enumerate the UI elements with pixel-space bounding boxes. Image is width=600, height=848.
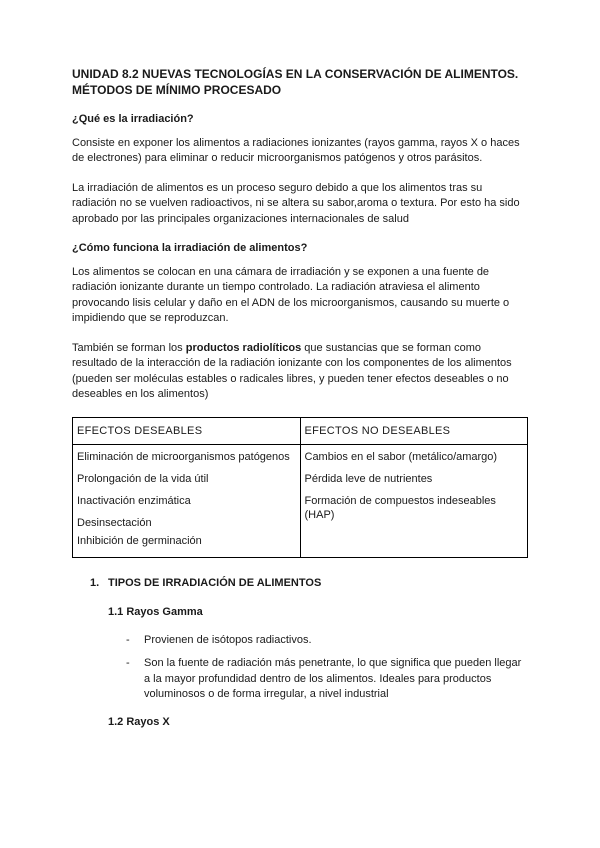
undesirable-effect-item: Formación de compuestos indeseables (HAP) — [304, 494, 496, 521]
dash-marker: - — [126, 633, 130, 646]
heading-what-is-irradiation: ¿Qué es la irradiación? — [72, 113, 194, 125]
desirable-effect-item: Prolongación de la vida útil — [77, 472, 209, 485]
subsection-heading-xrays: 1.2 Rayos X — [108, 715, 170, 728]
undesirable-effect-item: Cambios en el sabor (metálico/amargo) — [304, 450, 498, 463]
paragraph-process: Los alimentos se colocan en una cámara de irradiación y se exponen a una fuente de radiación ionizante durante un tiempo controlado. La radiación atraviesa el alimento provocando lisis celular y daño en el ADN de los microorganismos, causando su muerte o impidiendo que se reproduzcan. — [72, 265, 510, 324]
desirable-effect-item: Eliminación de microorganismos patógenos — [77, 450, 290, 463]
paragraph-radiolytic-products — [72, 341, 528, 403]
header-desirable-effects: EFECTOS DESEABLES — [73, 417, 301, 444]
paragraph-definition: Consiste en exponer los alimentos a radiaciones ionizantes (rayos gamma, rayos X o haces de electrones) para eliminar o reducir microorganismos patógenos y otros parásitos. — [72, 136, 520, 164]
desirable-effects-cell — [73, 444, 301, 557]
subsection-heading-gamma: 1.1 Rayos Gamma — [108, 606, 203, 618]
paragraph-safety: La irradiación de alimentos es un proceso seguro debido a que los alimentos tras su radiación no se vuelven radioactivos, ni se altera su sabor,aroma o textura. Por esto ha sido aprobado por las principales organizaciones internacionales de salud — [72, 181, 520, 225]
section-heading-irradiation-types — [72, 576, 528, 592]
list-item — [108, 656, 528, 703]
radiolytic-products-term: productos radiolíticos — [185, 341, 302, 354]
gamma-bullet-list — [108, 633, 528, 703]
undesirable-effects-cell — [300, 444, 528, 557]
list-item-text: Son la fuente de radiación más penetrante, lo que significa que pueden llegar a la mayor profundidad dentro de los alimentos. Ideales para productos voluminosos o de forma irregular, a nivel industrial — [144, 657, 522, 700]
page-title: UNIDAD 8.2 NUEVAS TECNOLOGÍAS EN LA CONSERVACIÓN DE ALIMENTOS. MÉTODOS DE MÍNIMO PROCESADO — [72, 67, 519, 97]
list-item — [108, 633, 528, 649]
document-page — [72, 66, 528, 742]
undesirable-effect-item: Pérdida leve de nutrientes — [304, 472, 433, 485]
effects-table — [72, 417, 528, 558]
desirable-effect-item: Desinsectación — [77, 516, 152, 529]
header-undesirable-effects: EFECTOS NO DESEABLES — [300, 417, 528, 444]
desirable-effect-item: Inactivación enzimática — [77, 494, 191, 507]
desirable-effect-item: Inhibición de germinación — [77, 534, 202, 547]
radiolytic-text-post: que sustancias que se forman como resultado de la interacción de la radiación ionizante con los componentes de los alimentos (pueden ser moléculas estables o radicales libres, y pueden tener efectos deseables o no deseables en los alimentos) — [72, 341, 512, 400]
dash-marker: - — [126, 657, 130, 669]
section-title: TIPOS DE IRRADIACIÓN DE ALIMENTOS — [108, 576, 322, 589]
heading-how-it-works: ¿Cómo funciona la irradiación de alimentos? — [72, 242, 308, 254]
section-number: 1. — [90, 576, 100, 589]
radiolytic-text-pre: También se forman los — [72, 341, 186, 354]
list-item-text: Provienen de isótopos radiactivos. — [144, 633, 312, 646]
